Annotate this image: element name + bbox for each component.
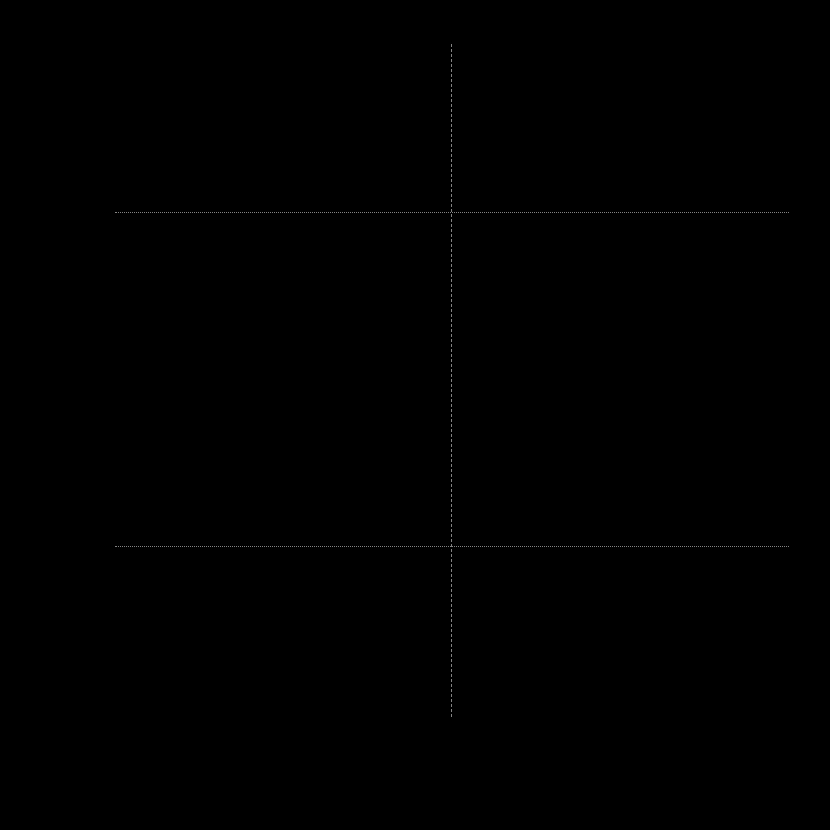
horizontal-reference-line-upper <box>115 212 789 213</box>
horizontal-reference-line-lower <box>115 546 789 547</box>
vertical-reference-line-center <box>451 44 452 717</box>
